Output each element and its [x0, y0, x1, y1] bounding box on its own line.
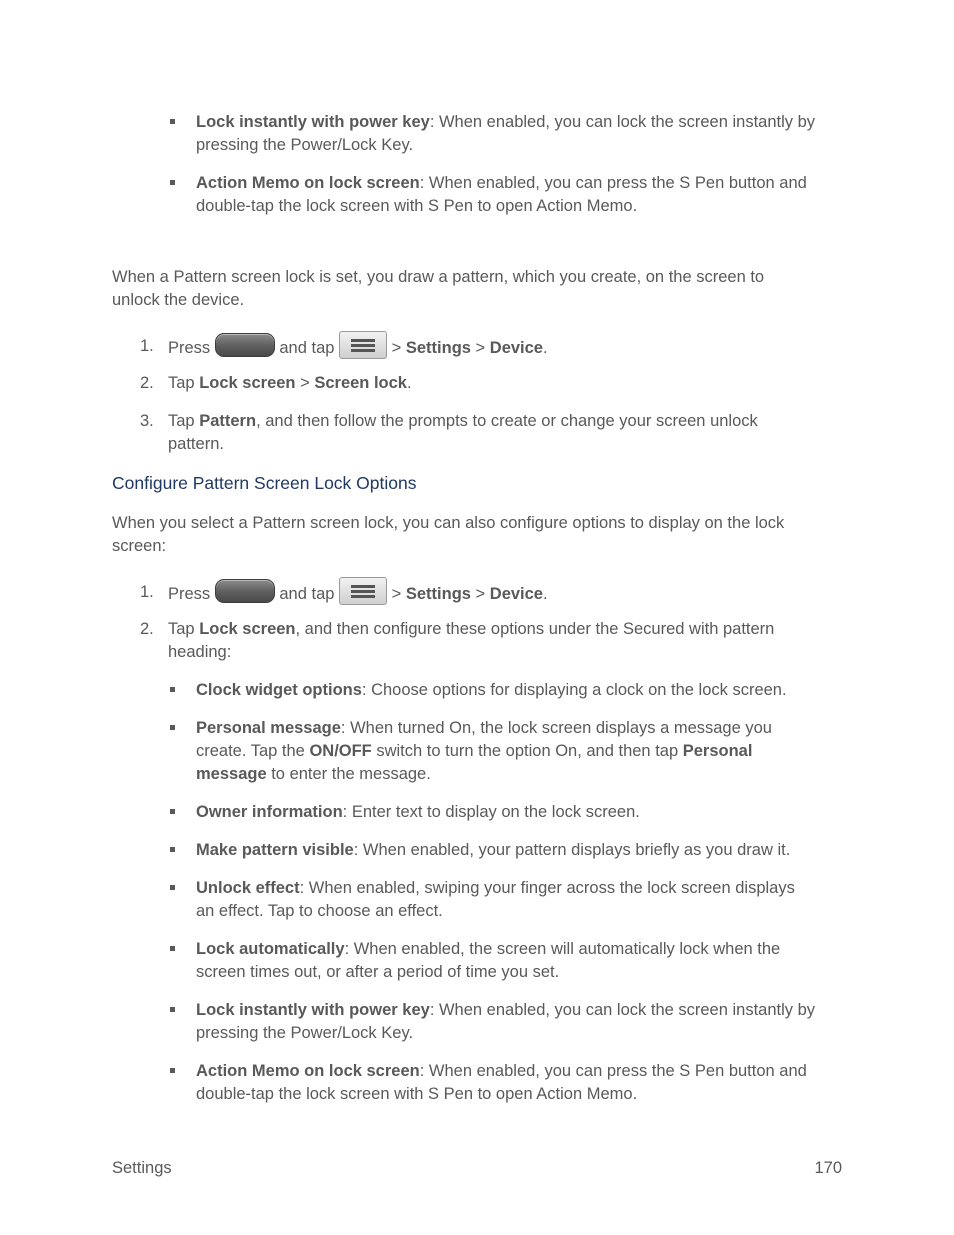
step-number: 2.	[140, 374, 154, 392]
bullet-item: Action Memo on lock screen: When enabled, you can press the S Pen button and	[196, 174, 807, 192]
step-number: 1.	[140, 583, 154, 601]
bullet-marker	[170, 119, 175, 124]
bullet-marker	[170, 1007, 175, 1012]
home-key-icon	[215, 333, 275, 357]
option-item: Lock instantly with power key: When enabled, you can lock the screen instantly by	[196, 1001, 816, 1019]
option-item-cont: create. Tap the ON/OFF switch to turn the option On, and then tap Personal	[196, 742, 753, 760]
intro-paragraph: When a Pattern screen lock is set, you draw a pattern, which you create, on the screen to	[112, 268, 765, 286]
intro-paragraph-cont: unlock the device.	[112, 291, 245, 309]
bullet-marker	[170, 687, 175, 692]
menu-key-icon	[339, 331, 387, 359]
footer-page-number: 170	[814, 1159, 842, 1177]
option-item-cont: screen times out, or after a period of time you set.	[196, 963, 560, 981]
option-item: Clock widget options: Choose options for displaying a clock on the lock screen.	[196, 681, 787, 699]
bullet-item-cont: pressing the Power/Lock Key.	[196, 136, 414, 154]
section-intro: When you select a Pattern screen lock, you can also configure options to display on the lock	[112, 514, 785, 532]
option-item-cont: an effect. Tap to choose an effect.	[196, 902, 443, 920]
section-heading: Configure Pattern Screen Lock Options	[112, 473, 417, 493]
option-item-cont: pressing the Power/Lock Key.	[196, 1024, 414, 1042]
section-intro-cont: screen:	[112, 537, 167, 555]
step-2: Tap Lock screen, and then configure these options under the Secured with pattern	[168, 620, 775, 638]
bullet-marker	[170, 1068, 175, 1073]
footer-section-name: Settings	[112, 1159, 172, 1177]
bullet-marker	[170, 725, 175, 730]
bullet-marker	[170, 885, 175, 890]
option-item: Personal message: When turned On, the lock screen displays a message you	[196, 719, 772, 737]
bullet-marker	[170, 809, 175, 814]
bullet-item: Lock instantly with power key: When enabled, you can lock the screen instantly by	[196, 113, 816, 131]
option-item-cont: double-tap the lock screen with S Pen to open Action Memo.	[196, 1085, 638, 1103]
option-item: Action Memo on lock screen: When enabled, you can press the S Pen button and	[196, 1062, 807, 1080]
option-item-cont: message to enter the message.	[196, 765, 431, 783]
step-3: Tap Pattern, and then follow the prompts to create or change your screen unlock	[168, 412, 758, 430]
step-number: 1.	[140, 337, 154, 355]
step-2-cont: heading:	[168, 643, 232, 661]
option-item: Owner information: Enter text to display on the lock screen.	[196, 803, 640, 821]
step-1: Press and tap > Settings > Device.	[168, 577, 548, 609]
home-key-icon	[215, 579, 275, 603]
menu-key-icon	[339, 577, 387, 605]
option-item: Lock automatically: When enabled, the screen will automatically lock when the	[196, 940, 781, 958]
bullet-marker	[170, 946, 175, 951]
bullet-marker	[170, 180, 175, 185]
option-item: Make pattern visible: When enabled, your pattern displays briefly as you draw it.	[196, 841, 791, 859]
step-number: 2.	[140, 620, 154, 638]
bullet-item-cont: double-tap the lock screen with S Pen to open Action Memo.	[196, 197, 638, 215]
step-2: Tap Lock screen > Screen lock.	[168, 374, 412, 392]
option-item: Unlock effect: When enabled, swiping your finger across the lock screen displays	[196, 879, 795, 897]
step-3-cont: pattern.	[168, 435, 224, 453]
step-1: Press and tap > Settings > Device.	[168, 331, 548, 363]
step-number: 3.	[140, 412, 154, 430]
bullet-marker	[170, 847, 175, 852]
